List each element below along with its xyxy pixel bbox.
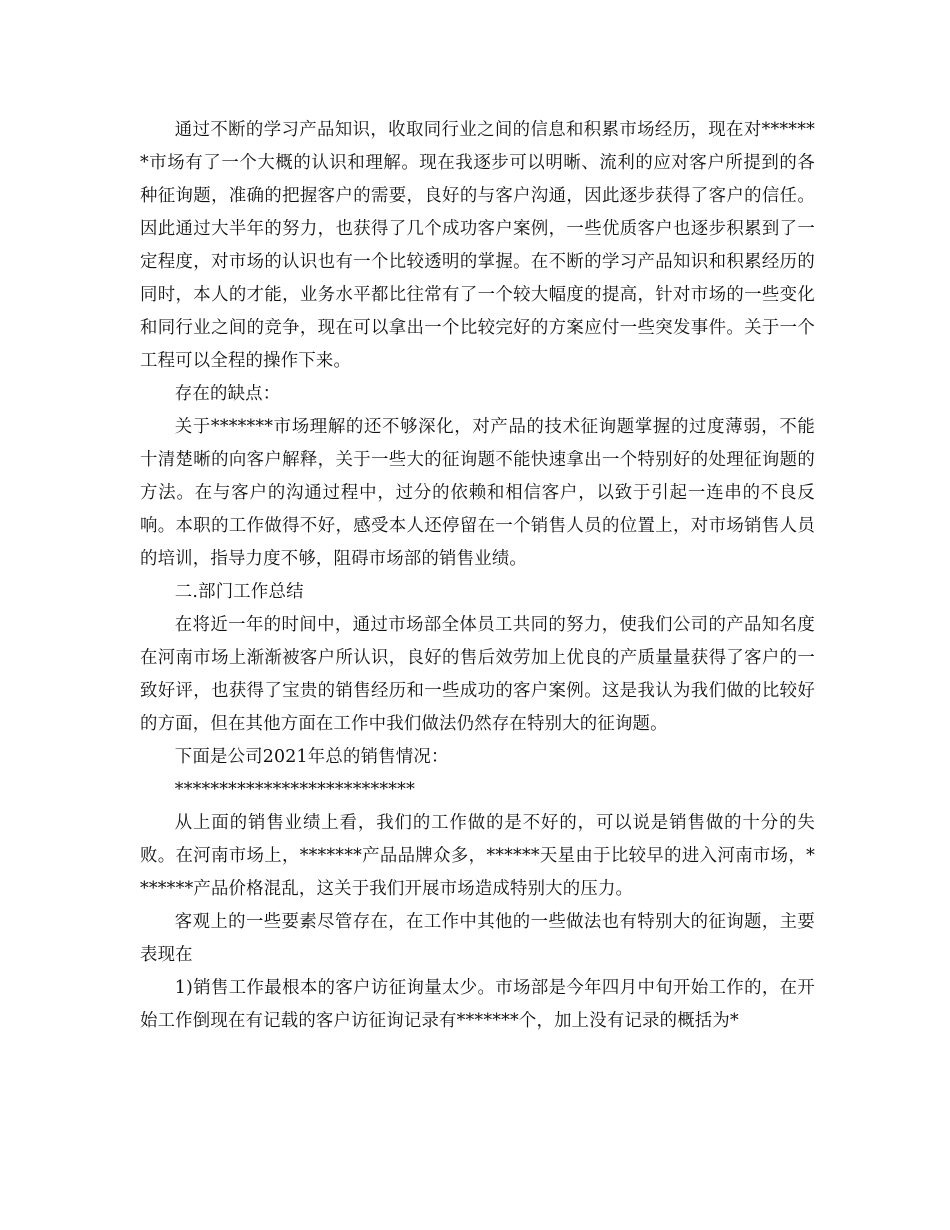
paragraph-department-summary: 在将近一年的时间中，通过市场部全体员工共同的努力，使我们公司的产品知名度在河南市场上渐渐被客户所认识，良好的售后效劳加上优良的产质量量获得了客户的一致好评，也获得了宝贵的销售经历和一些成功的客户案例。这是我认为我们做的比较好的方面，但在其他方面在工作中我们做法仍然存在特别大的征询题。	[140, 615, 815, 734]
heading-shortcomings: 存在的缺点：	[174, 384, 281, 404]
paragraph-sales-performance: 从上面的销售业绩上看，我们的工作做的是不好的，可以说是销售做的十分的失败。在河南市场上，*******产品品牌众多，******天星由于比较早的进入河南市场，*******产品价格混乱，这关于我们开展市场造成特别大的压力。	[140, 813, 815, 899]
paragraph-customer-visits: 1)销售工作最根本的客户访征询量太少。市场部是今年四月中旬开始工作的，在开始工作倒现在有记载的客户访征询记录有*******个，加上没有记录的概括为*	[140, 978, 815, 1031]
paragraph-objective-factors: 客观上的一些要素尽管存在，在工作中其他的一些做法也有特别大的征询题，主要表现在	[140, 912, 815, 965]
paragraph-sales-intro: 下面是公司2021年总的销售情况：	[174, 747, 449, 767]
paragraph-sales-redacted: ***************************	[174, 780, 415, 800]
document-body	[140, 114, 815, 1038]
paragraph-product-knowledge: 通过不断的学习产品知识，收取同行业之间的信息和积累市场经历，现在对*******市场有了一个大概的认识和理解。现在我逐步可以明晰、流利的应对客户所提到的各种征询题，准确的把握客户的需要，良好的与客户沟通，因此逐步获得了客户的信任。因此通过大半年的努力，也获得了几个成功客户案例，一些优质客户也逐步积累到了一定程度，对市场的认识也有一个比较透明的掌握。在不断的学习产品知识和积累经历的同时，本人的才能，业务水平都比往常有了一个较大幅度的提高，针对市场的一些变化和同行业之间的竞争，现在可以拿出一个比较完好的方案应付一些突发事件。关于一个工程可以全程的操作下来。	[140, 120, 815, 371]
heading-department-summary: 二.部门工作总结	[174, 582, 304, 602]
paragraph-shortcomings: 关于*******市场理解的还不够深化，对产品的技术征询题掌握的过度薄弱，不能十清楚晰的向客户解释，关于一些大的征询题不能快速拿出一个特别好的处理征询题的方法。在与客户的沟通过程中，过分的依赖和相信客户，以致于引起一连串的不良反响。本职的工作做得不好，感受本人还停留在一个销售人员的位置上，对市场销售人员的培训，指导力度不够，阻碍市场部的销售业绩。	[140, 417, 815, 569]
